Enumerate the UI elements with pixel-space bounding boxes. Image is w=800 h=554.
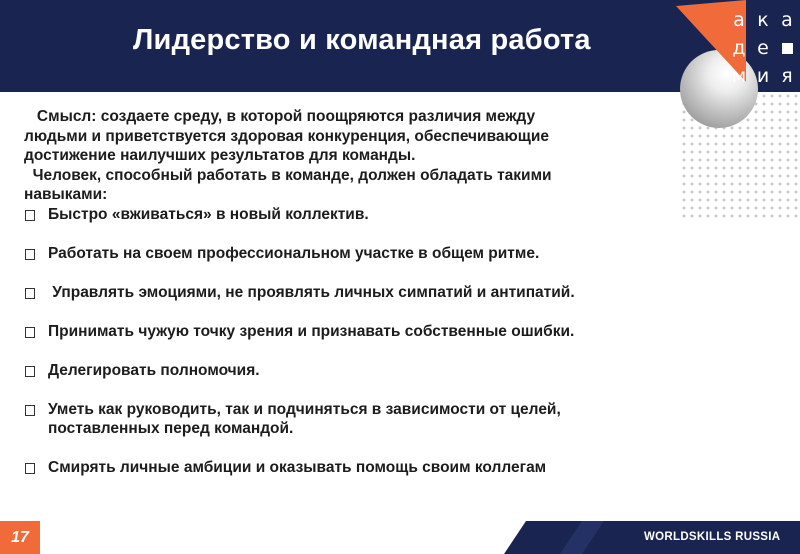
paragraph-line: Смысл: создаете среду, в которой поощряются различия между [24, 108, 536, 125]
logo-square-icon [775, 34, 799, 62]
paragraph-line: навыками: [24, 186, 108, 203]
checkbox-bullet-icon [25, 210, 35, 221]
list-item [24, 283, 674, 303]
logo-letter: а [781, 9, 793, 31]
checkbox-bullet-icon [25, 366, 35, 377]
footer-brand: WORLDSKILLS RUSSIA [644, 531, 781, 543]
logo-letter: м [731, 65, 747, 87]
logo-letters [727, 6, 799, 90]
skills-list [24, 205, 674, 478]
paragraph-line: достижение наилучших результатов для команды. [24, 147, 416, 164]
slide-title: Лидерство и командная работа [133, 24, 591, 56]
slide-body [24, 107, 674, 497]
checkbox-bullet-icon [25, 249, 35, 260]
list-item-text: Работать на своем профессиональном участке в общем ритме. [48, 244, 540, 262]
checkbox-bullet-icon [25, 327, 35, 338]
footer-bar [504, 521, 800, 554]
academy-logo [676, 0, 800, 128]
page-number: 17 [11, 528, 29, 546]
list-item-text: поставленных перед командой. [48, 420, 294, 437]
page-number-badge [0, 521, 40, 554]
meaning-paragraph [24, 107, 674, 166]
paragraph-line: людьми и приветствуется здоровая конкуренция, обеспечивающие [24, 127, 549, 145]
list-item [24, 322, 674, 342]
logo-letter: я [781, 65, 793, 87]
list-item [24, 244, 674, 264]
list-item-text: Смирять личные амбиции и оказывать помощь своим коллегам [48, 459, 547, 476]
skills-intro-paragraph [24, 166, 674, 205]
checkbox-bullet-icon [25, 288, 35, 299]
list-item [24, 205, 674, 225]
logo-letter: е [757, 37, 769, 59]
list-item [24, 458, 674, 478]
list-item-text: Быстро «вживаться» в новый коллектив. [48, 205, 369, 223]
logo-letter: к [757, 9, 769, 31]
logo-letter: д [732, 37, 746, 59]
logo-letter: и [756, 65, 770, 87]
checkbox-bullet-icon [25, 463, 35, 474]
list-item-text: Уметь как руководить, так и подчиняться в зависимости от целей, [48, 400, 561, 418]
list-item-text: Управлять эмоциями, не проявлять личных симпатий и антипатий. [48, 283, 575, 301]
list-item [24, 400, 674, 439]
paragraph-line: Человек, способный работать в команде, должен обладать такими [24, 166, 552, 184]
list-item-text: Делегировать полномочия. [48, 361, 260, 379]
list-item [24, 361, 674, 381]
list-item-text: Принимать чужую точку зрения и признавать собственные ошибки. [48, 322, 575, 340]
logo-letter: а [733, 9, 745, 31]
checkbox-bullet-icon [25, 405, 35, 416]
